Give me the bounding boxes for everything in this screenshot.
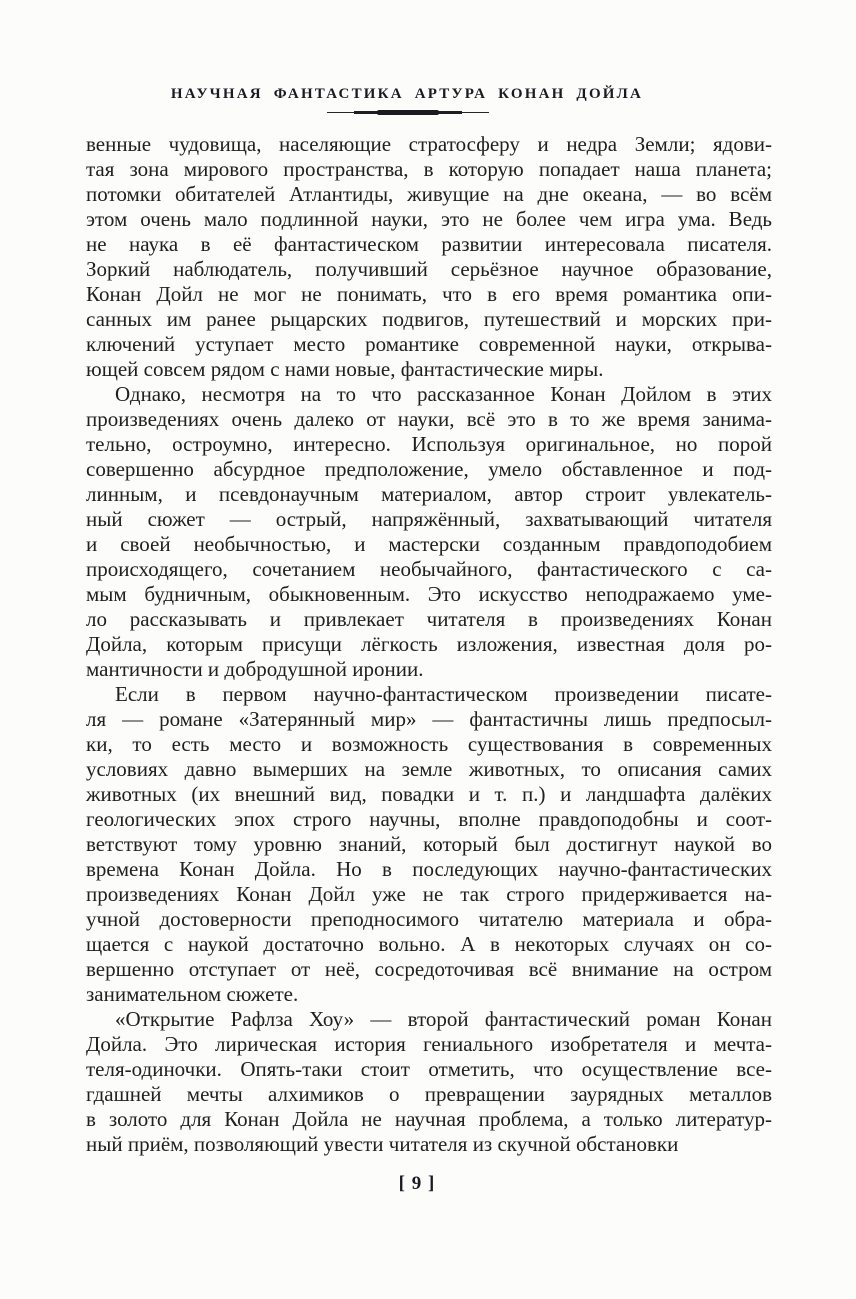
- text-line: условиях давно вымерших на земле животных, то описания самих: [86, 757, 772, 781]
- text-line: Если в первом научно-фантастическом произведении писате-: [115, 682, 772, 706]
- text-line: этом очень мало подлинной науки, это не более чем игра ума. Ведь: [86, 207, 772, 231]
- text-line: ный приём, позволяющий увести читателя из скучной обстановки: [86, 1132, 679, 1156]
- text-line: геологических эпох строго научны, вполне правдоподобны и соот-: [86, 807, 772, 831]
- text-line: ный сюжет — острый, напряжённый, захватывающий читателя: [86, 507, 772, 531]
- text-line: ветствуют тому уровню знаний, который был достигнут наукой во: [86, 832, 772, 856]
- text-line: произведениях очень далеко от науки, всё это в то же время занима-: [86, 407, 772, 431]
- text-line: времена Конан Дойла. Но в последующих научно-фантастических: [86, 857, 772, 881]
- text-line: учной достоверности преподносимого читателю материала и обра-: [86, 907, 772, 931]
- text-line: линным, и псевдонаучным материалом, автор строит увлекатель-: [86, 482, 772, 506]
- text-line: ля — романе «Затерянный мир» — фантастичны лишь предпосыл-: [86, 707, 772, 731]
- text-line: Дойла, которым присущи лёгкость изложения, известная доля ро-: [86, 632, 772, 656]
- text-line: ключений уступает место романтике современной науки, открыва-: [86, 332, 772, 356]
- text-line: тая зона мирового пространства, в которую попадает наша планета;: [86, 157, 772, 181]
- text-line: совершенно абсурдное предположение, умело обставленное и под-: [86, 457, 772, 481]
- text-line: гдашней мечты алхимиков о превращении заурядных металлов: [86, 1082, 772, 1106]
- divider-thick-rule: [377, 110, 439, 115]
- text-line: тельно, остроумно, интересно. Используя оригинальное, но порой: [86, 432, 772, 456]
- text-line: теля-одиночки. Опять-таки стоит отметить, что осуществление все-: [86, 1057, 772, 1081]
- text-line: происходящего, сочетанием необычайного, фантастического с са-: [86, 557, 772, 581]
- text-line: ло рассказывать и привлекает читателя в произведениях Конан: [86, 607, 772, 631]
- text-line: и своей необычностью, и мастерски созданным правдоподобием: [86, 532, 772, 556]
- text-line: «Открытие Рафлза Хоу» — второй фантастический роман Конан: [115, 1007, 772, 1031]
- text-line: венные чудовища, населяющие стратосферу и недра Земли; ядови-: [86, 132, 772, 156]
- text-line: щается с наукой достаточно вольно. А в некоторых случаях он со-: [86, 932, 772, 956]
- text-line: в золото для Конан Дойла не научная проблема, а только литератур-: [86, 1107, 772, 1131]
- header-divider: [327, 110, 489, 115]
- text-line: произведениях Конан Дойл уже не так строго придерживается на-: [86, 882, 772, 906]
- text-line: занимательном сюжете.: [86, 982, 299, 1006]
- text-line: мым будничным, обыкновенным. Это искусство неподражаемо уме-: [86, 582, 772, 606]
- text-line: Дойла. Это лирическая история гениального изобретателя и мечта-: [86, 1032, 772, 1056]
- running-head-title: НАУЧНАЯ ФАНТАСТИКА АРТУРА КОНАН ДОЙЛА: [170, 86, 644, 102]
- text-line: потомки обитателей Атлантиды, живущие на дне океана, — во всём: [86, 182, 772, 206]
- text-line: ки, то есть место и возможность существования в современных: [86, 732, 772, 756]
- page-number: [ 9 ]: [398, 1173, 436, 1194]
- text-line: животных (их внешний вид, повадки и т. п.) и ландшафта далёких: [86, 782, 772, 806]
- text-line: Конан Дойл не мог не понимать, что в его время романтика опи-: [86, 282, 772, 306]
- text-line: ющей совсем рядом с нами новые, фантастические миры.: [86, 357, 604, 381]
- text-line: не наука в её фантастическом развитии интересовала писателя.: [86, 232, 772, 256]
- text-line: мантичности и добродушной иронии.: [86, 657, 424, 681]
- text-line: санных им ранее рыцарских подвигов, путешествий и морских при-: [86, 307, 772, 331]
- text-line: вершенно отступает от неё, сосредоточивая всё внимание на остром: [86, 957, 772, 981]
- text-line: Однако, несмотря на то что рассказанное Конан Дойлом в этих: [115, 382, 772, 406]
- body-text: [86, 132, 772, 1157]
- text-line: Зоркий наблюдатель, получивший серьёзное научное образование,: [86, 257, 772, 281]
